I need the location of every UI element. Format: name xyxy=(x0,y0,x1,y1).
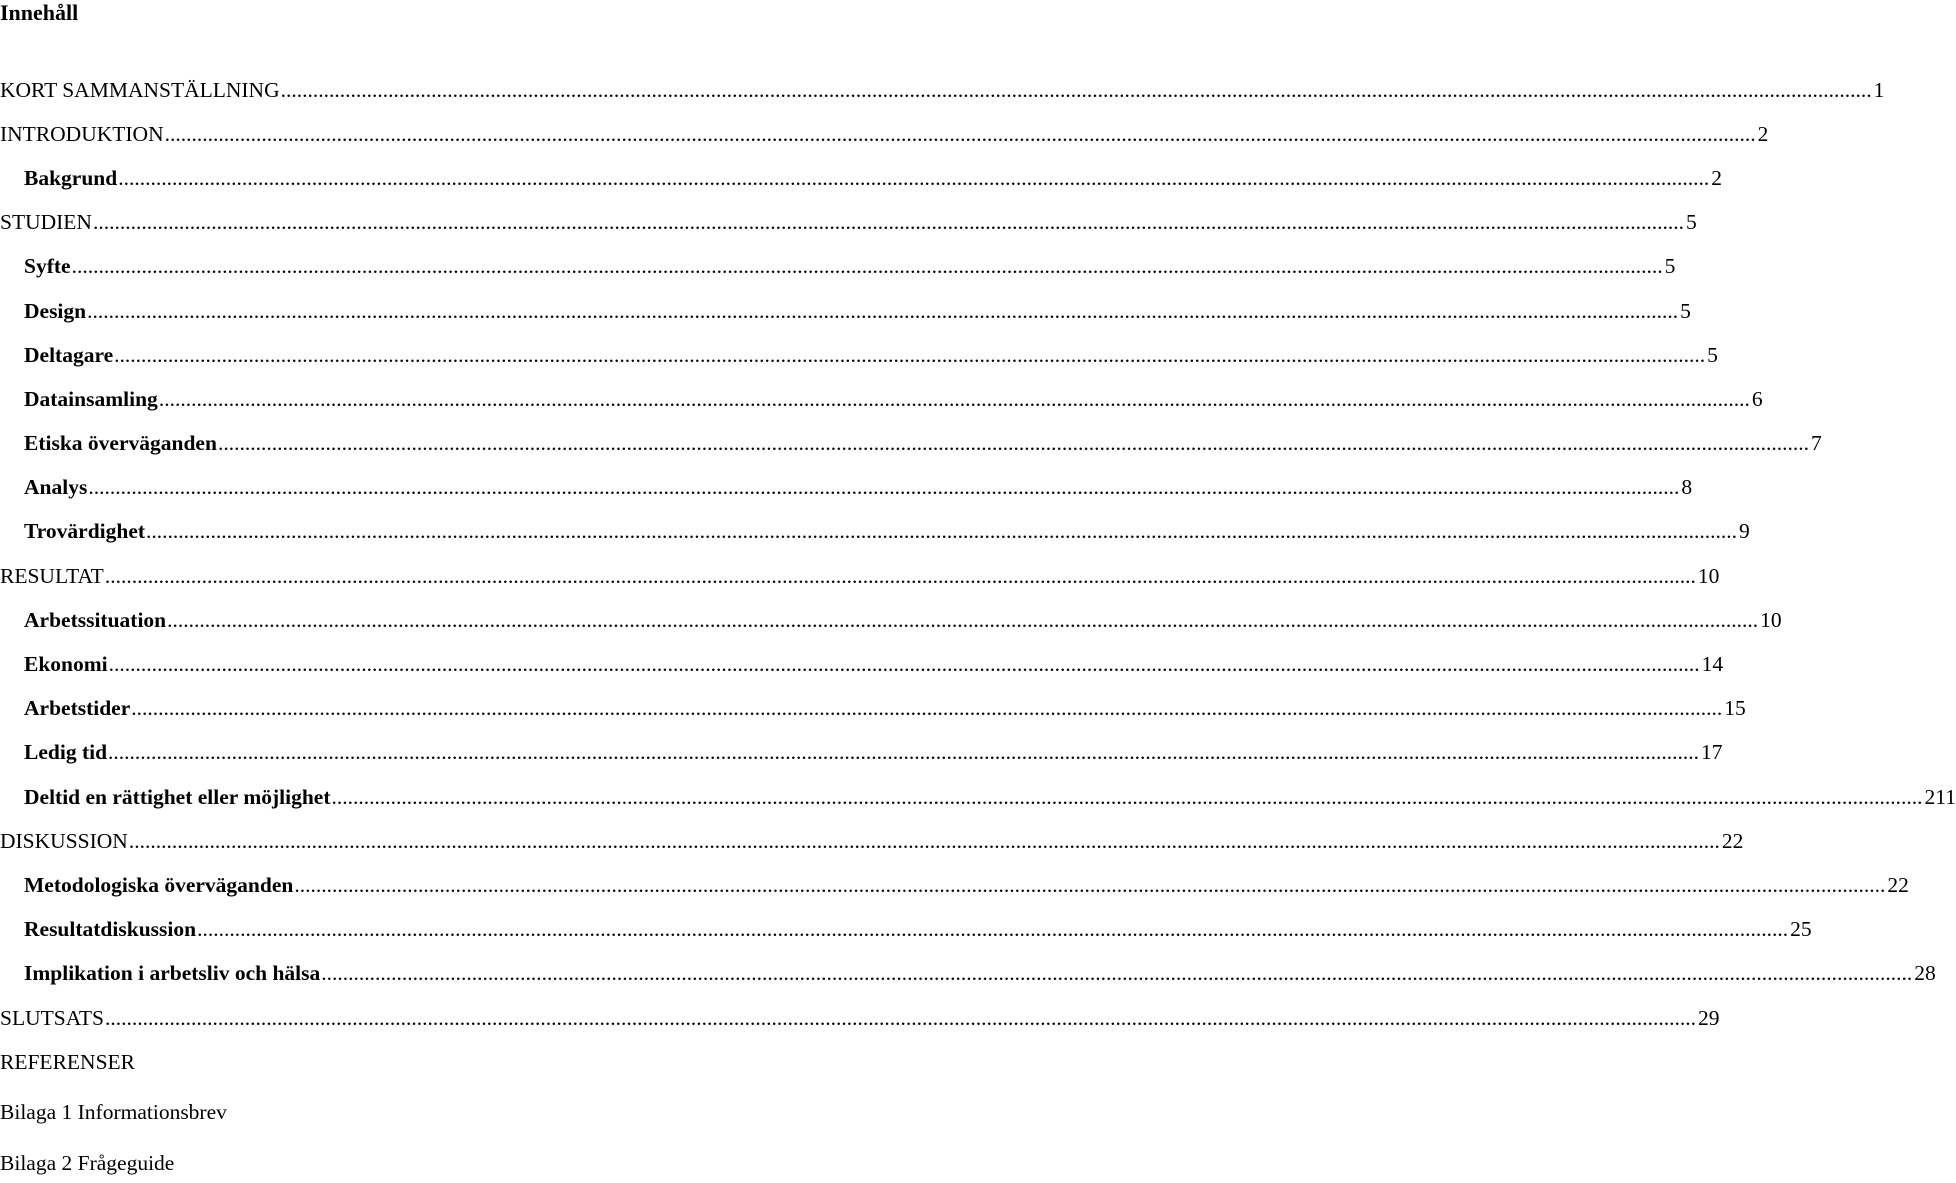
toc-entry[interactable] xyxy=(0,510,1750,554)
toc-entry-page: 211 xyxy=(1924,784,1956,809)
toc-entry-label: INTRODUKTION xyxy=(0,121,164,146)
toc-title: Innehåll xyxy=(0,0,79,25)
toc-entry-page: 14 xyxy=(1701,652,1724,677)
toc-entry-label: Etiska överväganden xyxy=(24,431,217,456)
toc-entry-page: 29 xyxy=(1697,1005,1720,1030)
toc-entry-page: 25 xyxy=(1790,917,1812,942)
dot-leader xyxy=(105,564,1696,589)
toc-entry[interactable] xyxy=(0,642,1724,686)
dot-leader xyxy=(167,608,1758,633)
dot-leader xyxy=(281,78,1872,103)
toc-entry-page: 28 xyxy=(1914,961,1936,986)
toc-entry[interactable] xyxy=(0,333,1718,377)
toc-entry-label: STUDIEN xyxy=(0,210,92,235)
toc-entry-page: 22 xyxy=(1887,872,1909,897)
toc-entry-label: Resultatdiskussion xyxy=(24,917,197,942)
dot-leader xyxy=(93,210,1684,235)
toc-entry-label: Deltid en rättighet eller möjlighet xyxy=(24,784,331,809)
dot-leader xyxy=(146,519,1737,544)
toc-entry-label: Arbetssituation xyxy=(24,607,167,632)
toc-entry[interactable] xyxy=(0,731,1723,775)
toc-entry[interactable] xyxy=(0,245,1676,289)
toc-entry[interactable] xyxy=(0,156,1722,200)
toc-entry-label: Datainsamling xyxy=(24,386,158,411)
dot-leader xyxy=(109,652,1700,677)
toc-entry-label: Ekonomi xyxy=(24,652,108,677)
dot-leader xyxy=(165,122,1756,147)
toc-entry-label: Ledig tid xyxy=(24,740,108,765)
toc-entry-label: Design xyxy=(24,298,87,323)
toc-entry-page: 7 xyxy=(1810,431,1822,456)
toc-appendix[interactable]: Bilaga 1 Informationsbrev xyxy=(0,1100,227,1124)
toc-entry[interactable] xyxy=(0,68,1885,112)
toc-entry-page: 2 xyxy=(1757,121,1769,146)
toc-entry[interactable] xyxy=(0,687,1746,731)
toc-entry-page: 10 xyxy=(1697,563,1720,588)
toc-entry-page: 22 xyxy=(1721,828,1744,853)
toc-entry-page: 15 xyxy=(1724,696,1746,721)
dot-leader xyxy=(72,254,1663,279)
dot-leader xyxy=(131,696,1722,721)
dot-leader xyxy=(159,387,1750,412)
toc-entry-label: KORT SAMMANSTÄLLNING xyxy=(0,77,280,102)
toc-entry-label: Trovärdighet xyxy=(24,519,146,544)
toc-entry-label: Arbetstider xyxy=(24,696,131,721)
toc-entry-page: 2 xyxy=(1711,165,1722,190)
toc-entry[interactable] xyxy=(0,466,1693,510)
toc-entry-page: 9 xyxy=(1739,519,1750,544)
toc-entry-label: Bakgrund xyxy=(24,165,118,190)
toc-entry-page: 5 xyxy=(1707,342,1718,367)
toc-entry-label: Deltagare xyxy=(24,342,114,367)
toc-entry[interactable] xyxy=(0,377,1763,421)
toc-entry[interactable] xyxy=(0,908,1812,952)
toc-entry-page: 10 xyxy=(1760,607,1782,632)
toc-entry-page: 5 xyxy=(1685,210,1697,235)
toc-entry[interactable] xyxy=(0,996,1720,1040)
dot-leader xyxy=(105,1006,1696,1031)
dot-leader xyxy=(118,166,1709,191)
toc-appendix[interactable]: Bilaga 2 Frågeguide xyxy=(0,1151,175,1175)
toc-entry-label: Syfte xyxy=(24,254,71,279)
toc-entry-page: 5 xyxy=(1664,254,1676,279)
toc-entry-page: 5 xyxy=(1680,298,1691,323)
toc-list xyxy=(0,68,1956,1040)
toc-entry-label: RESULTAT xyxy=(0,563,104,588)
toc-references[interactable]: REFERENSER xyxy=(0,1050,135,1074)
toc-entry[interactable] xyxy=(0,422,1822,466)
dot-leader xyxy=(129,829,1720,854)
toc-entry[interactable] xyxy=(0,554,1720,598)
toc-entry-label: SLUTSATS xyxy=(0,1005,104,1030)
dot-leader xyxy=(321,961,1912,986)
toc-entry-label: DISKUSSION xyxy=(0,828,128,853)
toc-entry[interactable] xyxy=(0,775,1956,819)
dot-leader xyxy=(294,873,1885,898)
dot-leader xyxy=(87,299,1678,324)
dot-leader xyxy=(108,740,1699,765)
toc-entry-page: 6 xyxy=(1751,386,1763,411)
dot-leader xyxy=(114,343,1705,368)
toc-entry-page: 8 xyxy=(1681,475,1693,500)
toc-entry[interactable] xyxy=(0,289,1691,333)
toc-entry[interactable] xyxy=(0,201,1697,245)
dot-leader xyxy=(88,475,1679,500)
toc-entry-label: Analys xyxy=(24,475,88,500)
dot-leader xyxy=(332,785,1923,810)
toc-entry[interactable] xyxy=(0,819,1744,863)
toc-entry-label: Implikation i arbetsliv och hälsa xyxy=(24,961,321,986)
toc-entry[interactable] xyxy=(0,952,1936,996)
toc-entry-page: 1 xyxy=(1873,77,1885,102)
toc-entry[interactable] xyxy=(0,598,1782,642)
dot-leader xyxy=(218,431,1809,456)
toc-entry-page: 17 xyxy=(1701,740,1723,765)
toc-entry[interactable] xyxy=(0,863,1909,907)
toc-entry-label: Metodologiska överväganden xyxy=(24,872,294,897)
toc-entry[interactable] xyxy=(0,112,1769,156)
dot-leader xyxy=(197,917,1788,942)
